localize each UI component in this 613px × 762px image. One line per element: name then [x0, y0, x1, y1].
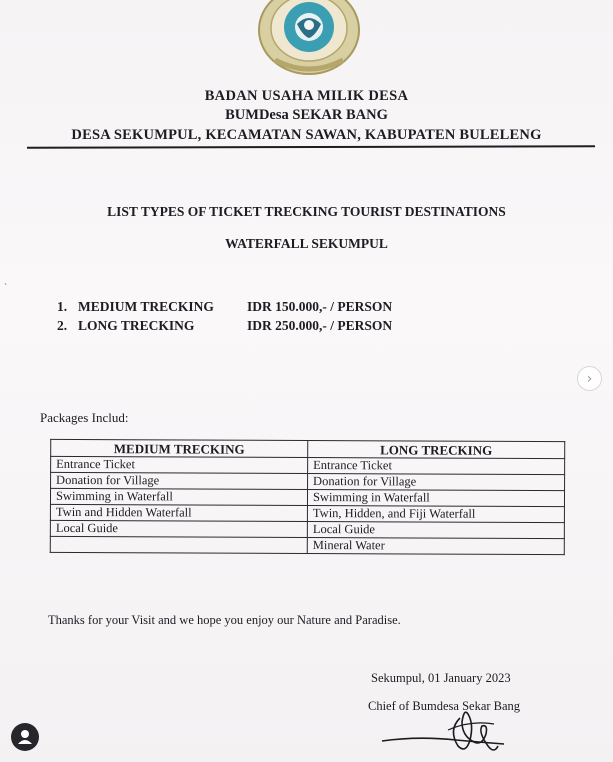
- table-row: [50, 504, 564, 522]
- table-row: [51, 456, 565, 474]
- packages-table: [50, 439, 565, 555]
- org-name-line1: BADAN USAHA MILIK DESA: [204, 88, 409, 104]
- price-item-number: 1.: [57, 299, 68, 314]
- table-cell: [50, 536, 307, 553]
- scan-mark: `: [4, 283, 8, 294]
- table-cell: Mineral Water: [307, 537, 564, 554]
- packages-label: Packages Includ:: [40, 410, 129, 425]
- table-cell: Twin, Hidden, and Fiji Waterfall: [307, 505, 564, 522]
- next-image-button[interactable]: [577, 366, 602, 391]
- user-icon: [11, 723, 39, 751]
- org-name-line2: BUMDesa SEKAR BANG: [225, 107, 388, 123]
- signatory-title: Chief of Bumdesa Sekar Bang: [368, 699, 521, 713]
- document-title: LIST TYPES OF TICKET TRECKING TOURIST DESTINATIONS: [107, 204, 506, 219]
- price-item-name: LONG TRECKING: [78, 318, 195, 333]
- table-cell: Entrance Ticket: [51, 456, 308, 473]
- table-cell: Twin and Hidden Waterfall: [50, 504, 307, 521]
- table-cell: Donation for Village: [308, 474, 565, 491]
- org-address-line: DESA SEKUMPUL, KECAMATAN SAWAN, KABUPATEN BULELENG: [71, 127, 542, 143]
- bumdes-logo: [255, 0, 363, 80]
- signature-date: Sekumpul, 01 January 2023: [371, 671, 511, 685]
- table-cell: Swimming in Waterfall: [50, 488, 307, 505]
- column-header-long: LONG TRECKING: [308, 441, 565, 459]
- table-row: [50, 536, 564, 554]
- thanks-note: Thanks for your Visit and we hope you enjoy our Nature and Paradise.: [48, 613, 401, 627]
- table-row: [51, 472, 565, 490]
- column-header-medium: MEDIUM TRECKING: [51, 439, 308, 457]
- price-item-number: 2.: [57, 318, 68, 333]
- table-row: [50, 488, 564, 506]
- handwritten-signature: [378, 700, 518, 762]
- price-item-value: IDR 250.000,- / PERSON: [247, 318, 393, 333]
- table-cell: Swimming in Waterfall: [307, 490, 564, 507]
- profile-avatar[interactable]: [11, 723, 39, 751]
- price-item-value: IDR 150.000,- / PERSON: [247, 299, 393, 314]
- table-cell: Donation for Village: [51, 472, 308, 489]
- table-cell: Entrance Ticket: [308, 458, 565, 475]
- header-divider: [27, 145, 595, 148]
- chevron-right-icon: ›: [586, 370, 593, 387]
- table-cell: Local Guide: [50, 520, 307, 537]
- document-subtitle: WATERFALL SEKUMPUL: [225, 236, 388, 251]
- table-cell: Local Guide: [307, 521, 564, 538]
- price-item-name: MEDIUM TRECKING: [78, 299, 214, 314]
